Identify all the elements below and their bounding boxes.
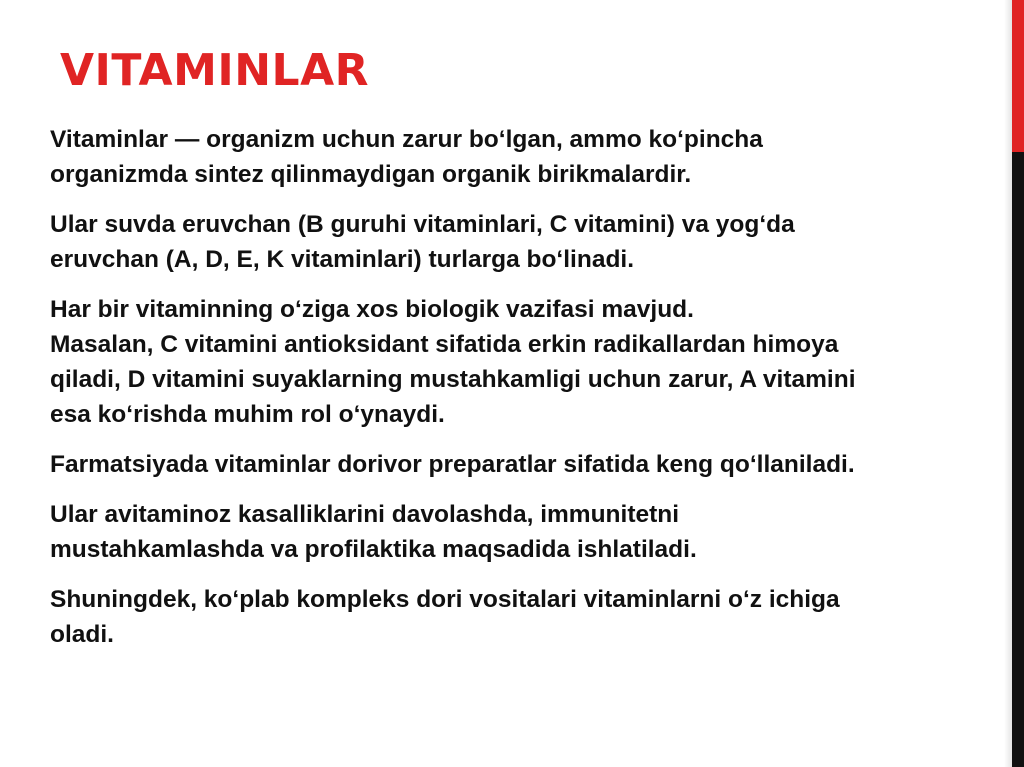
right-accent-bar-black — [1012, 152, 1024, 767]
slide-body — [50, 122, 994, 667]
paragraph-avitaminosis: Ular avitaminoz kasalliklarini davolashda, immunitetni mustahkamlashda va profilaktika maqsadida ishlatiladi. — [50, 501, 697, 563]
slide-title: VITAMINLAR — [60, 45, 370, 96]
paragraph-definition: Vitaminlar — organizm uchun zarur bo‘lgan, ammo ko‘pincha organizmda sintez qilinmaydigan organik birikmalardir. — [50, 126, 763, 188]
right-edge-shadow — [1004, 0, 1012, 767]
paragraph-classification: Ular suvda eruvchan (B guruhi vitaminlari, C vitamini) va yog‘da eruvchan (A, D, E, K vitaminlari) turlarga bo‘linadi. — [50, 211, 795, 273]
right-accent-bar-red — [1012, 0, 1024, 152]
paragraph-complex-drugs: Shuningdek, ko‘plab kompleks dori vositalari vitaminlarni o‘z ichiga oladi. — [50, 586, 840, 648]
paragraph-pharmacy-use: Farmatsiyada vitaminlar dorivor preparatlar sifatida keng qo‘llaniladi. — [50, 451, 855, 478]
paragraph-biological-function: Har bir vitaminning o‘ziga xos biologik vazifasi mavjud. Masalan, C vitamini antioksidant sifatida erkin radikallardan himoya qiladi, D vitamini suyaklarning mustahkamligi uchun zarur, A vitamini esa ko‘rishda muhim rol o‘ynaydi. — [50, 296, 856, 428]
